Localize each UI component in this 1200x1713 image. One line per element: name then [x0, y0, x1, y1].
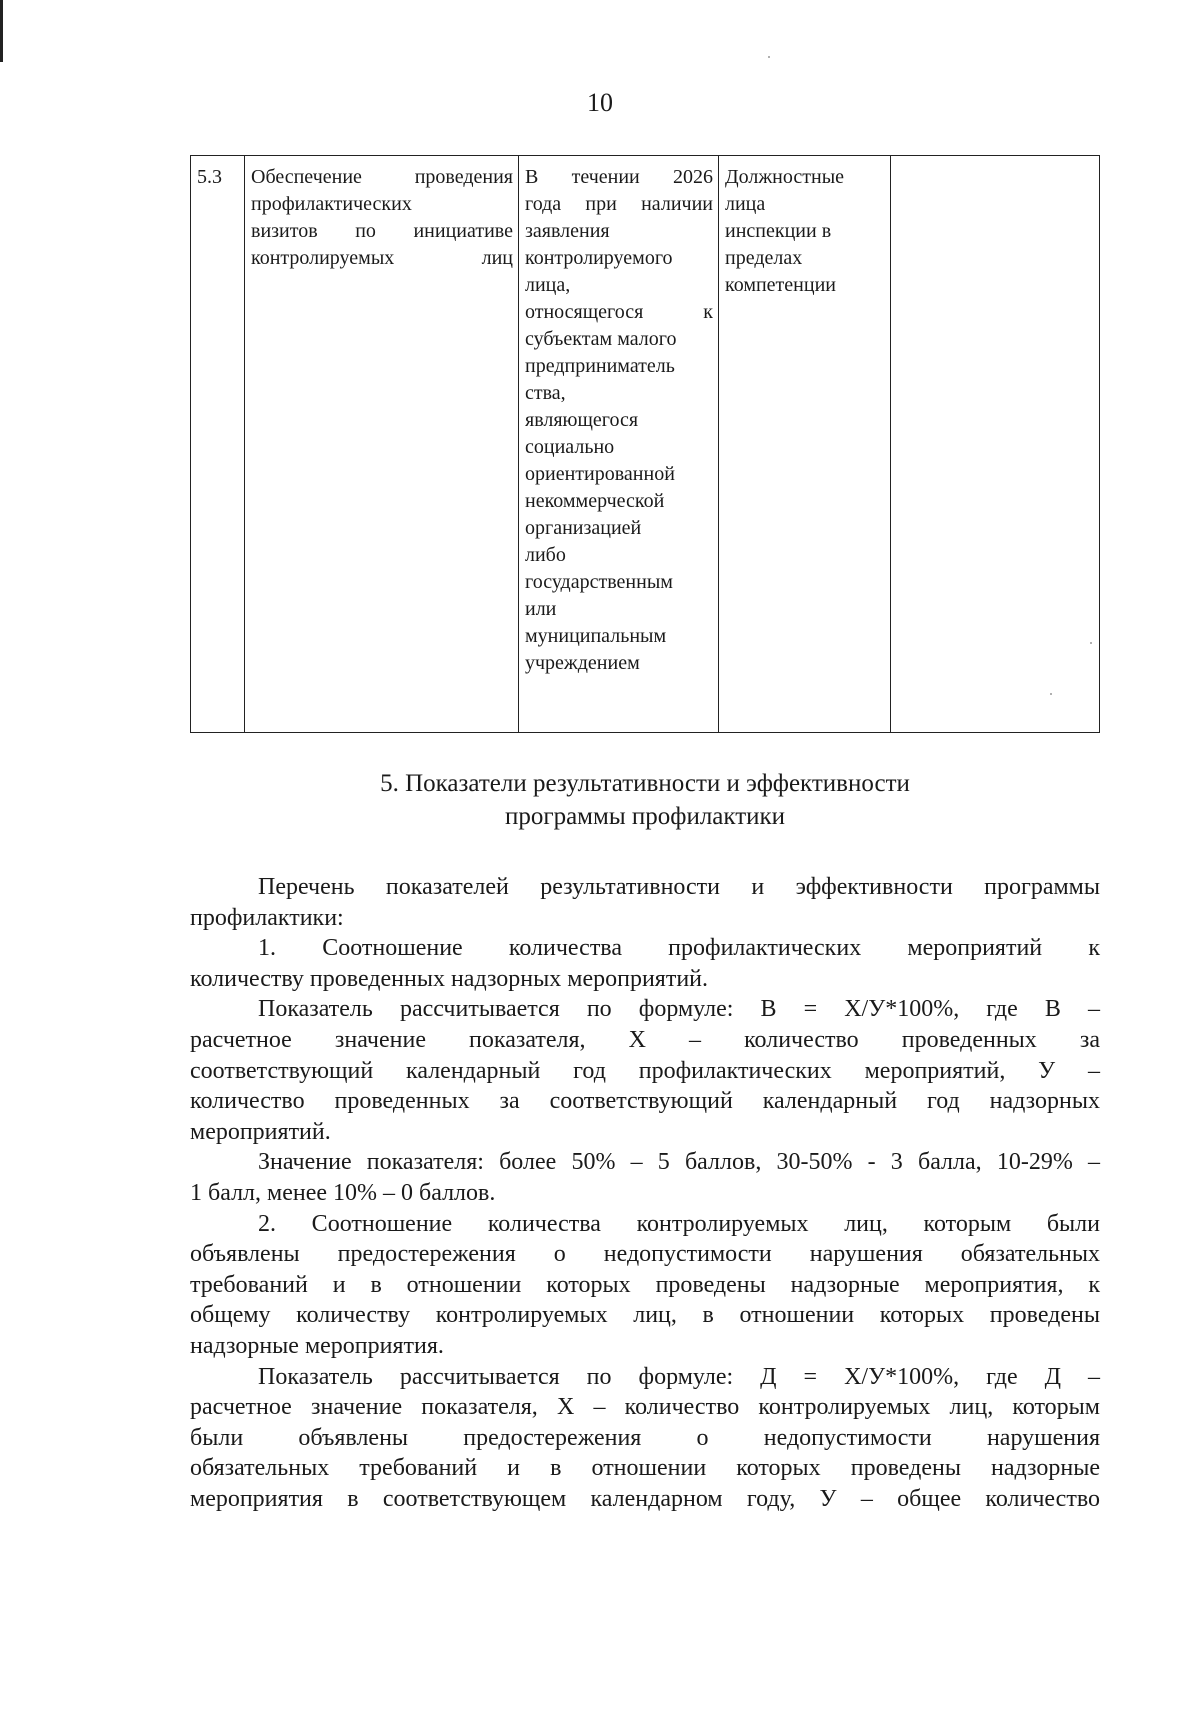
term-line: ориентированной [525, 463, 675, 485]
body-line: Показатель рассчитывается по формуле: В = Х/У*100%, где В – [258, 996, 1100, 1023]
term-line: предприниматель [525, 355, 675, 377]
term-cell [519, 156, 719, 733]
responsible-line: пределах [725, 247, 803, 269]
term-line: государственным [525, 571, 673, 593]
responsible-cell [719, 156, 891, 733]
body-line: мероприятий. [190, 1118, 331, 1145]
body-line: профилактики: [190, 904, 344, 931]
responsible-line: компетенции [725, 274, 836, 296]
term-line: субъектам малого [525, 328, 677, 350]
notes-cell [891, 156, 1100, 733]
section-title-line-2: программы профилактики [504, 803, 786, 830]
body-line: расчетное значение показателя, Х – количество контролируемых лиц, которым [190, 1394, 1100, 1421]
measure-line: визитов по инициативе [251, 220, 513, 242]
body-line: надзорные мероприятия. [190, 1332, 444, 1359]
term-line: заявления [525, 220, 610, 242]
term-line: лица, [525, 274, 571, 296]
measure-line: Обеспечение проведения [251, 166, 513, 188]
scan-speck [768, 56, 770, 58]
term-line: муниципальным [525, 625, 667, 647]
body-line: 2. Соотношение количества контролируемых лиц, которым были [258, 1210, 1100, 1237]
scan-edge-mark [0, 0, 3, 62]
term-line: организацией [525, 517, 642, 539]
body-line: Показатель рассчитывается по формуле: Д = Х/У*100%, где Д – [258, 1363, 1100, 1390]
section-title-line-1: 5. Показатели результативности и эффективности [380, 770, 910, 797]
body-line: 1. Соотношение количества профилактических мероприятий к [258, 935, 1100, 962]
body-line: 1 балл, менее 10% – 0 баллов. [190, 1179, 496, 1206]
term-line: ства, [525, 382, 566, 404]
body-line: были объявлены предостережения о недопустимости нарушения [190, 1424, 1100, 1451]
body-line: Перечень показателей результативности и эффективности программы [258, 874, 1100, 900]
responsible-line: лица [725, 193, 766, 215]
term-line: В течении 2026 [525, 166, 713, 188]
body-line: расчетное значение показателя, Х – количество проведенных за [190, 1026, 1100, 1053]
term-line: или [525, 598, 557, 620]
body-line: требований и в отношении которых проведены надзорные мероприятия, к [190, 1271, 1100, 1298]
term-line: социально [525, 436, 615, 458]
term-line: учреждением [525, 652, 640, 674]
responsible-line: Должностные [725, 166, 845, 188]
term-line: некоммерческой [525, 490, 665, 512]
body-line: мероприятия в соответствующем календарном году, У – общее количество [190, 1485, 1100, 1512]
body-line: количество проведенных за соответствующий календарный год надзорных [190, 1088, 1100, 1115]
body-line: объявлены предостережения о недопустимости нарушения обязательных [190, 1241, 1100, 1268]
body-line: общему количеству контролируемых лиц, в отношении которых проведены [190, 1302, 1100, 1329]
body-line: соответствующий календарный год профилактических мероприятий, У – [190, 1057, 1100, 1084]
term-line: относящегося к [525, 301, 713, 323]
responsible-line: инспекции в [725, 220, 832, 242]
measures-table [190, 155, 1100, 733]
body-line: количеству проведенных надзорных мероприятий. [190, 965, 709, 992]
page-number: 10 [587, 88, 613, 117]
row-number-cell: 5.3 [191, 156, 245, 733]
term-line: либо [525, 544, 566, 566]
body-line: Значение показателя: более 50% – 5 баллов, 30-50% - 3 балла, 10-29% – [258, 1149, 1100, 1176]
term-line: являющегося [525, 409, 639, 431]
section-body [190, 872, 1100, 1514]
term-line: года при наличии [525, 193, 713, 215]
measure-cell [245, 156, 519, 733]
body-line: обязательных требований и в отношении которых проведены надзорные [190, 1455, 1100, 1482]
table-row [191, 156, 1100, 733]
measure-line: профилактических [251, 193, 412, 215]
measure-line: контролируемых лиц [251, 247, 513, 269]
term-line: контролируемого [525, 247, 673, 269]
